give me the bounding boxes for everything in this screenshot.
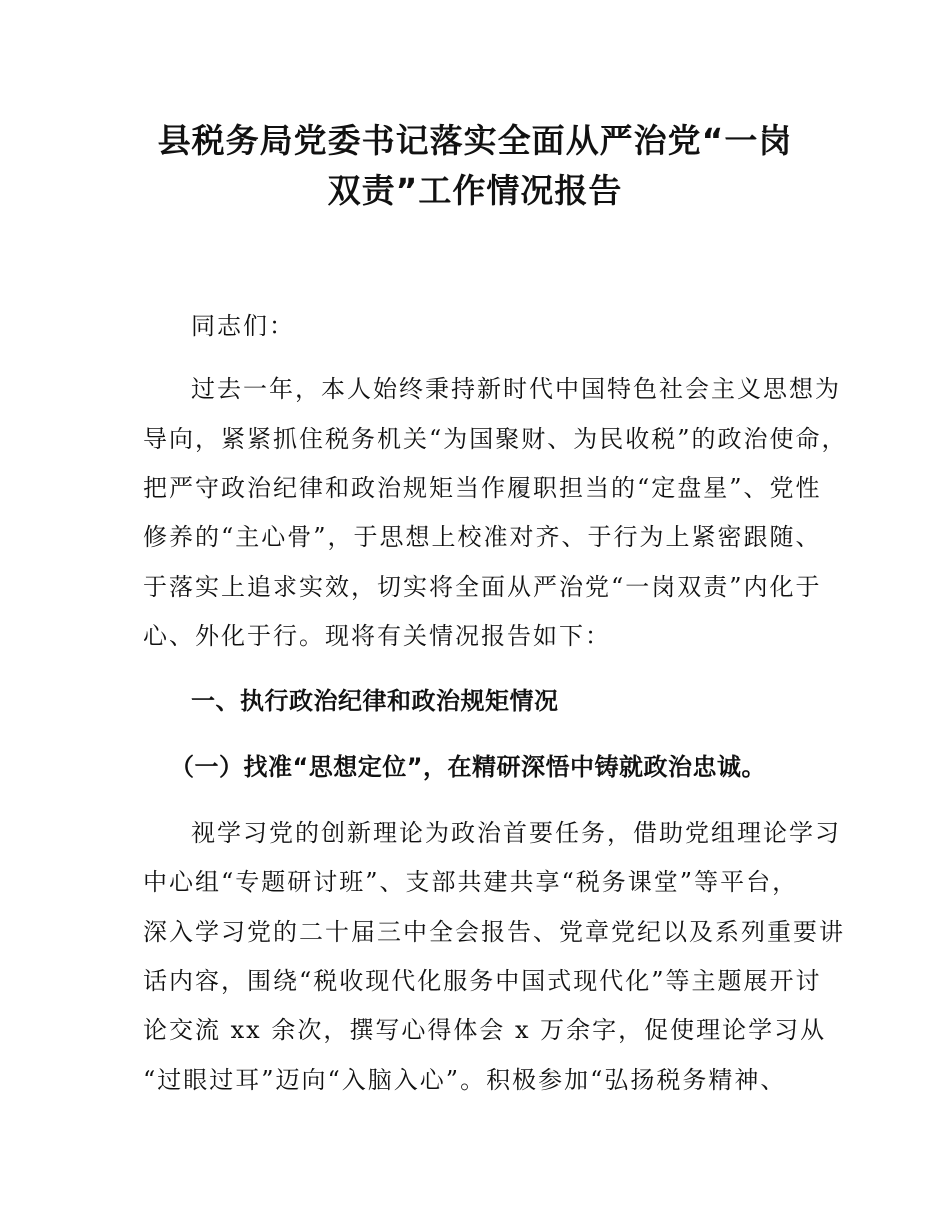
section-heading: 一、执行政治纪律和政治规矩情况 [191,687,559,715]
body-line-4: 话内容，围绕“税收现代化服务中国式现代化”等主题展开讨 [143,967,822,995]
body-line-2: 中心组“专题研讨班”、支部共建共享“税务课堂”等平台， [143,868,799,896]
salutation: 同志们： [191,312,295,340]
body-line-5: 论交流 xx 余次，撰写心得体会 x 万余字，促使理论学习从 [143,1016,827,1044]
title-line-2: 双责”工作情况报告 [327,171,623,210]
body-line-3: 深入学习党的二十届三中全会报告、党章党纪以及系列重要讲 [143,918,845,946]
body-line-1: 视学习党的创新理论为政治首要任务，借助党组理论学习 [191,819,841,847]
intro-line-1: 过去一年，本人始终秉持新时代中国特色社会主义思想为 [191,375,841,403]
intro-line-3: 把严守政治纪律和政治规矩当作履职担当的“定盘星”、党性 [143,474,822,502]
body-line-6: “过眼过耳”迈向“入脑入心”。积极参加“弘扬税务精神、 [143,1066,787,1094]
sub-heading: （一）找准“思想定位”，在精研深悟中铸就政治忠诚。 [170,753,767,781]
intro-line-5: 于落实上追求实效，切实将全面从严治党“一岗双责”内化于 [143,573,822,601]
intro-line-6: 心、外化于行。现将有关情况报告如下： [143,622,611,650]
title-line-1: 县税务局党委书记落实全面从严治党“一岗 [157,121,793,160]
intro-line-2: 导向，紧紧抓住税务机关“为国聚财、为民收税”的政治使命， [143,425,848,453]
document-title [120,116,830,216]
intro-line-4: 修养的“主心骨”，于思想上校准对齐、于行为上紧密跟随、 [143,523,822,551]
